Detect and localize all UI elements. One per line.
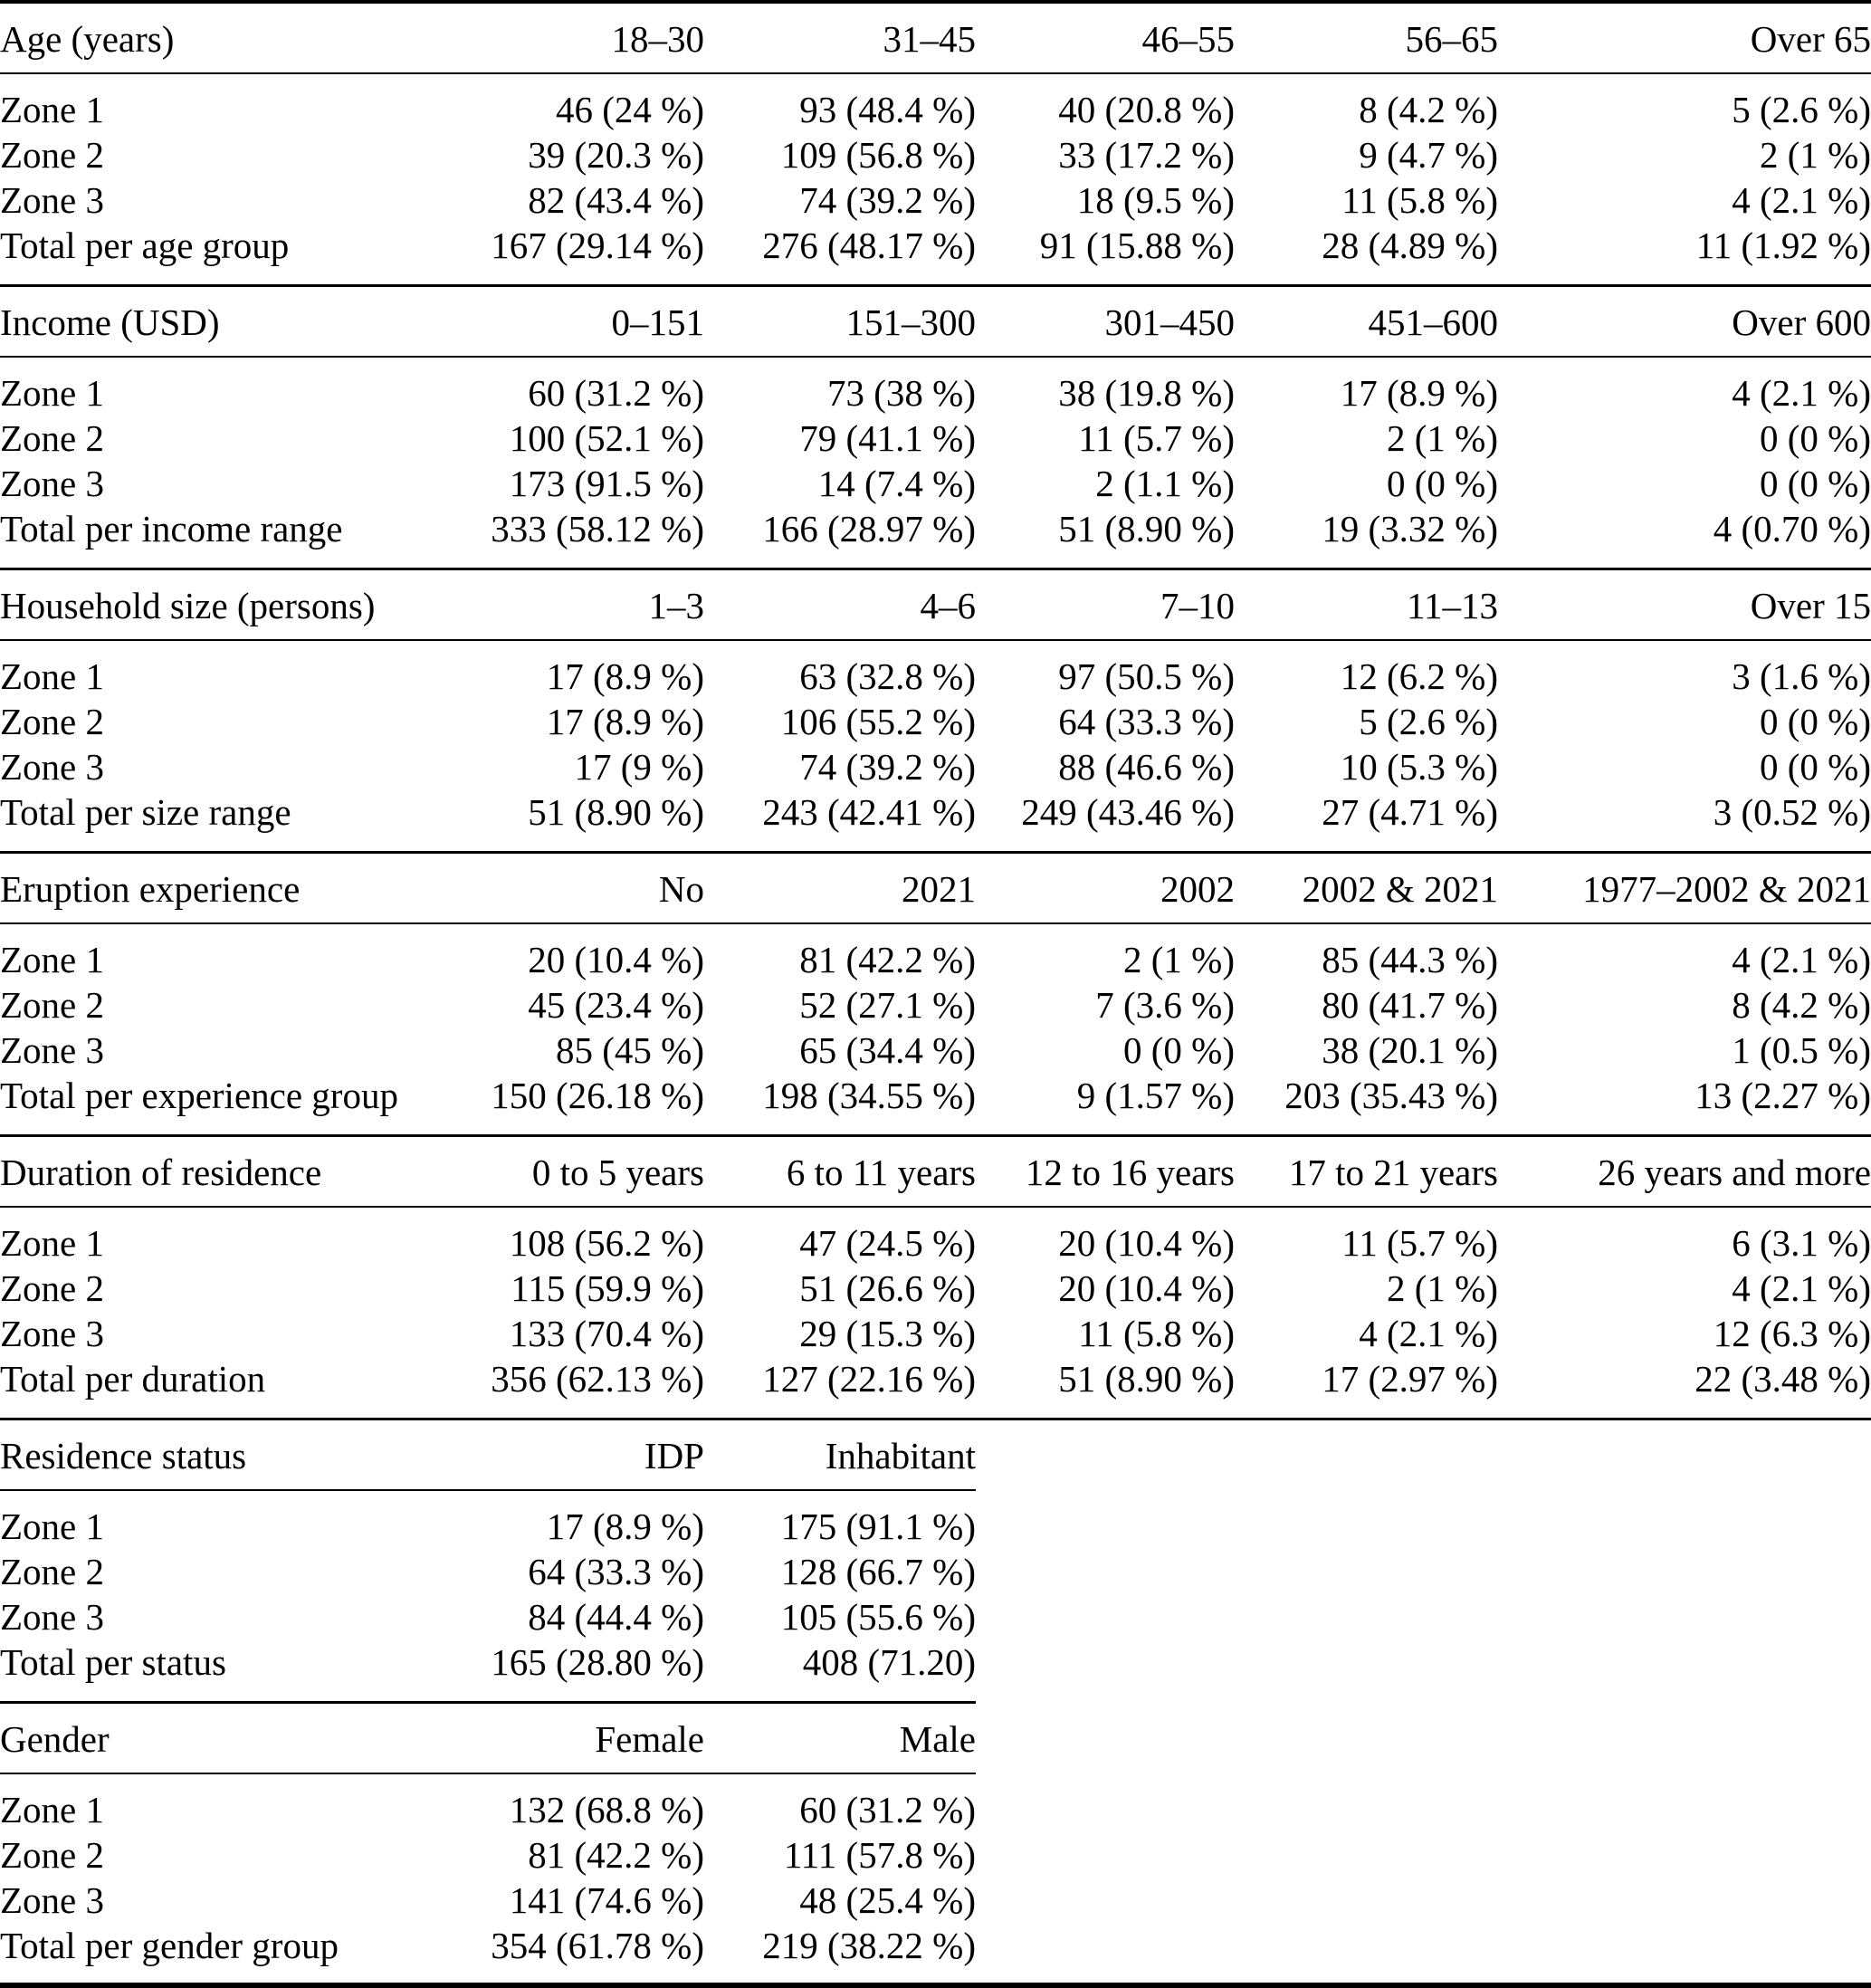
data-cell: 80 (41.7 %) [1322, 984, 1498, 1026]
empty-cell [1235, 1639, 1498, 1703]
table-row [0, 1594, 1871, 1639]
column-header: 0–151 [453, 287, 704, 357]
data-cell: 5 (2.6 %) [1359, 701, 1498, 742]
section-header-label: Residence status [0, 1420, 453, 1490]
section-header-label: Eruption experience [0, 854, 453, 923]
section-household-size [0, 570, 1871, 854]
data-cell: 408 (71.20) [704, 1639, 976, 1703]
row-label: Zone 2 [0, 1834, 104, 1876]
data-cell: 74 (39.2 %) [799, 746, 976, 788]
data-cell: 17 (8.9 %) [546, 655, 704, 697]
data-cell: 115 (59.9 %) [511, 1267, 704, 1309]
data-cell: 38 (19.8 %) [1058, 372, 1235, 414]
table-row [0, 1266, 1871, 1311]
row-label: Total per age group [0, 223, 453, 286]
data-cell: 219 (38.22 %) [762, 1925, 976, 1966]
row-label: Zone 3 [0, 746, 104, 788]
table-row [0, 1549, 1871, 1594]
row-label: Zone 2 [0, 1551, 104, 1592]
column-header: 1–3 [453, 570, 704, 640]
data-cell: 33 (17.2 %) [1058, 134, 1235, 176]
section-header-label: Age (years) [0, 4, 453, 73]
data-cell: 17 (2.97 %) [1235, 1356, 1498, 1419]
empty-cell [1498, 1639, 1871, 1703]
table-row [0, 1832, 1871, 1878]
data-cell: 93 (48.4 %) [799, 89, 976, 130]
table-row [0, 461, 1871, 506]
data-cell: 38 (20.1 %) [1322, 1029, 1498, 1071]
column-header: 2021 [704, 854, 976, 923]
data-cell: 6 (3.1 %) [1732, 1222, 1871, 1264]
data-cell: 4 (0.70 %) [1498, 506, 1871, 569]
empty-cell [1235, 1923, 1498, 1983]
table-row [0, 1311, 1871, 1356]
data-cell: 64 (33.3 %) [1058, 701, 1235, 742]
empty-cell [1235, 1420, 1498, 1490]
section-header-row [0, 1137, 1871, 1207]
data-cell: 20 (10.4 %) [528, 939, 704, 980]
table-row [0, 1878, 1871, 1923]
row-label: Zone 1 [0, 1789, 104, 1830]
data-cell: 8 (4.2 %) [1732, 984, 1871, 1026]
data-cell: 13 (2.27 %) [1498, 1073, 1871, 1136]
empty-cell [1498, 1549, 1871, 1594]
data-cell: 9 (1.57 %) [976, 1073, 1235, 1136]
data-cell: 48 (25.4 %) [799, 1879, 976, 1921]
data-cell: 11 (5.8 %) [1078, 1313, 1235, 1354]
data-cell: 111 (57.8 %) [783, 1834, 976, 1876]
column-header: 26 years and more [1498, 1137, 1871, 1207]
empty-cell [1498, 1832, 1871, 1878]
column-header: 1977–2002 & 2021 [1498, 854, 1871, 923]
data-cell: 11 (5.8 %) [1341, 179, 1498, 221]
section-header-row [0, 854, 1871, 923]
row-label: Zone 3 [0, 1029, 104, 1071]
empty-cell [976, 1878, 1235, 1923]
empty-cell [1498, 1420, 1871, 1490]
table-row [0, 640, 1871, 699]
data-cell: 0 (0 %) [1760, 463, 1871, 504]
data-cell: 28 (4.89 %) [1235, 223, 1498, 286]
section-header-row [0, 1704, 1871, 1773]
column-header: Female [453, 1704, 704, 1773]
data-cell: 5 (2.6 %) [1732, 89, 1871, 130]
data-cell: 333 (58.12 %) [453, 506, 704, 569]
table-row [0, 73, 1871, 132]
section-age [0, 4, 1871, 287]
row-label: Zone 1 [0, 89, 104, 130]
table-row [0, 357, 1871, 416]
row-label: Zone 1 [0, 1222, 104, 1264]
column-header: Inhabitant [704, 1420, 976, 1490]
row-label: Zone 3 [0, 463, 104, 504]
section-header-label: Duration of residence [0, 1137, 453, 1207]
table-row [0, 699, 1871, 744]
column-header: 56–65 [1235, 4, 1498, 73]
row-label: Zone 2 [0, 984, 104, 1026]
column-header: 0 to 5 years [453, 1137, 704, 1207]
data-cell: 51 (8.90 %) [976, 506, 1235, 569]
row-label: Total per experience group [0, 1073, 453, 1136]
data-cell: 4 (2.1 %) [1732, 939, 1871, 980]
table-row [0, 1207, 1871, 1266]
data-cell: 100 (52.1 %) [509, 417, 704, 459]
column-header: 7–10 [976, 570, 1235, 640]
column-header: 2002 [976, 854, 1235, 923]
row-label: Zone 2 [0, 701, 104, 742]
empty-cell [1235, 1594, 1498, 1639]
section-header-row [0, 570, 1871, 640]
column-header: 451–600 [1235, 287, 1498, 357]
table-row [0, 1356, 1871, 1419]
data-cell: 51 (8.90 %) [453, 789, 704, 853]
data-cell: 81 (42.2 %) [799, 939, 976, 980]
table-row [0, 1027, 1871, 1073]
data-cell: 12 (6.2 %) [1340, 655, 1498, 697]
row-label: Zone 3 [0, 179, 104, 221]
column-header: Over 600 [1498, 287, 1871, 357]
data-cell: 47 (24.5 %) [799, 1222, 976, 1264]
data-cell: 108 (56.2 %) [509, 1222, 704, 1264]
empty-cell [1235, 1490, 1498, 1549]
column-header: 46–55 [976, 4, 1235, 73]
empty-cell [976, 1773, 1235, 1832]
empty-cell [1498, 1773, 1871, 1832]
data-cell: 4 (2.1 %) [1732, 372, 1871, 414]
data-cell: 165 (28.80 %) [453, 1639, 704, 1703]
data-cell: 11 (5.7 %) [1341, 1222, 1498, 1264]
data-cell: 0 (0 %) [1387, 463, 1498, 504]
empty-cell [976, 1594, 1235, 1639]
table-row [0, 1923, 1871, 1983]
column-header: 6 to 11 years [704, 1137, 976, 1207]
data-cell: 109 (56.8 %) [780, 134, 976, 176]
data-cell: 19 (3.32 %) [1235, 506, 1498, 569]
data-cell: 81 (42.2 %) [528, 1834, 704, 1876]
data-cell: 51 (26.6 %) [799, 1267, 976, 1309]
empty-cell [1498, 1594, 1871, 1639]
data-cell: 4 (2.1 %) [1359, 1313, 1498, 1354]
section-header-label: Household size (persons) [0, 570, 453, 640]
data-cell: 132 (68.8 %) [509, 1789, 704, 1830]
row-label: Zone 2 [0, 134, 104, 176]
data-cell: 17 (8.9 %) [546, 701, 704, 742]
data-cell: 173 (91.5 %) [509, 463, 704, 504]
data-cell: 20 (10.4 %) [1058, 1222, 1235, 1264]
data-cell: 45 (23.4 %) [528, 984, 704, 1026]
data-cell: 91 (15.88 %) [976, 223, 1235, 286]
table-row [0, 1773, 1871, 1832]
data-cell: 0 (0 %) [1123, 1029, 1235, 1071]
empty-cell [1235, 1704, 1498, 1773]
row-label: Zone 1 [0, 372, 104, 414]
data-cell: 9 (4.7 %) [1359, 134, 1498, 176]
data-cell: 18 (9.5 %) [1076, 179, 1235, 221]
data-cell: 8 (4.2 %) [1359, 89, 1498, 130]
column-header: 31–45 [704, 4, 976, 73]
data-cell: 106 (55.2 %) [780, 701, 976, 742]
data-cell: 85 (45 %) [556, 1029, 704, 1071]
row-label: Zone 2 [0, 417, 104, 459]
data-cell: 60 (31.2 %) [528, 372, 704, 414]
data-cell: 249 (43.46 %) [976, 789, 1235, 853]
data-cell: 175 (91.1 %) [780, 1505, 976, 1547]
data-cell: 1 (0.5 %) [1732, 1029, 1871, 1071]
section-eruption-experience [0, 854, 1871, 1137]
empty-cell [976, 1704, 1235, 1773]
row-label: Zone 1 [0, 1505, 104, 1547]
data-cell: 10 (5.3 %) [1340, 746, 1498, 788]
column-header: 11–13 [1235, 570, 1498, 640]
data-cell: 2 (1 %) [1760, 134, 1871, 176]
data-cell: 40 (20.8 %) [1058, 89, 1235, 130]
table-row [0, 416, 1871, 461]
data-cell: 79 (41.1 %) [799, 417, 976, 459]
data-cell: 203 (35.43 %) [1235, 1073, 1498, 1136]
section-duration-of-residence [0, 1137, 1871, 1420]
data-cell: 29 (15.3 %) [799, 1313, 976, 1354]
row-label: Total per duration [0, 1356, 453, 1419]
row-label: Zone 1 [0, 655, 104, 697]
data-cell: 11 (1.92 %) [1498, 223, 1871, 286]
data-cell: 97 (50.5 %) [1058, 655, 1235, 697]
data-cell: 17 (9 %) [574, 746, 704, 788]
table-row [0, 1639, 1871, 1703]
empty-cell [1235, 1878, 1498, 1923]
data-cell: 0 (0 %) [1760, 417, 1871, 459]
section-header-label: Gender [0, 1704, 453, 1773]
table-row [0, 506, 1871, 569]
data-cell: 2 (1 %) [1123, 939, 1235, 980]
data-cell: 14 (7.4 %) [817, 463, 976, 504]
column-header: 18–30 [453, 4, 704, 73]
data-cell: 22 (3.48 %) [1498, 1356, 1871, 1419]
section-header-row [0, 4, 1871, 73]
table-row [0, 1073, 1871, 1136]
empty-cell [1498, 1878, 1871, 1923]
row-label: Total per size range [0, 789, 453, 853]
data-cell: 354 (61.78 %) [491, 1925, 704, 1966]
table-row [0, 789, 1871, 853]
empty-cell [1498, 1490, 1871, 1549]
section-header-row [0, 1420, 1871, 1490]
data-cell: 84 (44.4 %) [528, 1596, 704, 1638]
data-cell: 20 (10.4 %) [1058, 1267, 1235, 1309]
data-cell: 73 (38 %) [827, 372, 976, 414]
data-cell: 74 (39.2 %) [799, 179, 976, 221]
table-row [0, 1490, 1871, 1549]
data-cell: 88 (46.6 %) [1058, 746, 1235, 788]
data-cell: 2 (1.1 %) [1095, 463, 1235, 504]
row-label: Total per status [0, 1639, 453, 1703]
data-cell: 128 (66.7 %) [780, 1551, 976, 1592]
row-label: Zone 1 [0, 939, 104, 980]
data-cell: 60 (31.2 %) [799, 1789, 976, 1830]
data-cell: 127 (22.16 %) [704, 1356, 976, 1419]
data-cell: 63 (32.8 %) [799, 655, 976, 697]
data-cell: 166 (28.97 %) [704, 506, 976, 569]
data-cell: 85 (44.3 %) [1322, 939, 1498, 980]
row-label: Zone 3 [0, 1879, 104, 1921]
column-header: 301–450 [976, 287, 1235, 357]
data-cell: 167 (29.14 %) [453, 223, 704, 286]
data-cell: 4 (2.1 %) [1732, 1267, 1871, 1309]
data-cell: 4 (2.1 %) [1732, 179, 1871, 221]
row-label: Zone 3 [0, 1313, 104, 1354]
empty-cell [976, 1549, 1235, 1594]
data-cell: 17 (8.9 %) [546, 1505, 704, 1547]
data-cell: 2 (1 %) [1387, 1267, 1498, 1309]
empty-cell [976, 1639, 1235, 1703]
row-label: Total per gender group [0, 1925, 339, 1966]
column-header: 4–6 [704, 570, 976, 640]
table-row [0, 223, 1871, 286]
row-label: Zone 2 [0, 1267, 104, 1309]
table-row [0, 923, 1871, 982]
section-header-label: Income (USD) [0, 287, 453, 357]
data-cell: 150 (26.18 %) [453, 1073, 704, 1136]
column-header: 12 to 16 years [976, 1137, 1235, 1207]
data-cell: 39 (20.3 %) [528, 134, 704, 176]
data-cell: 7 (3.6 %) [1095, 984, 1235, 1026]
data-cell: 3 (1.6 %) [1732, 655, 1871, 697]
data-cell: 52 (27.1 %) [799, 984, 976, 1026]
empty-cell [976, 1490, 1235, 1549]
table-row [0, 982, 1871, 1027]
row-label: Total per income range [0, 506, 453, 569]
data-cell: 356 (62.13 %) [453, 1356, 704, 1419]
column-header: Male [704, 1704, 976, 1773]
empty-cell [1235, 1549, 1498, 1594]
data-cell: 3 (0.52 %) [1498, 789, 1871, 853]
empty-cell [1235, 1832, 1498, 1878]
table-row [0, 177, 1871, 223]
section-residence-status [0, 1420, 1871, 1704]
column-header: 2002 & 2021 [1235, 854, 1498, 923]
data-cell: 27 (4.71 %) [1235, 789, 1498, 853]
row-label: Zone 3 [0, 1596, 104, 1638]
empty-cell [976, 1923, 1235, 1983]
column-header: No [453, 854, 704, 923]
column-header: IDP [453, 1420, 704, 1490]
data-cell: 64 (33.3 %) [528, 1551, 704, 1592]
data-cell: 17 (8.9 %) [1340, 372, 1498, 414]
column-header: Over 15 [1498, 570, 1871, 640]
empty-cell [1235, 1773, 1498, 1832]
data-cell: 2 (1 %) [1387, 417, 1498, 459]
data-cell: 198 (34.55 %) [704, 1073, 976, 1136]
column-header: 17 to 21 years [1235, 1137, 1498, 1207]
empty-cell [1498, 1923, 1871, 1983]
data-cell: 276 (48.17 %) [704, 223, 976, 286]
data-cell: 0 (0 %) [1760, 746, 1871, 788]
section-header-row [0, 287, 1871, 357]
empty-cell [1498, 1704, 1871, 1773]
data-cell: 12 (6.3 %) [1713, 1313, 1871, 1354]
data-cell: 141 (74.6 %) [509, 1879, 704, 1921]
data-cell: 133 (70.4 %) [509, 1313, 704, 1354]
data-cell: 243 (42.41 %) [704, 789, 976, 853]
empty-cell [976, 1420, 1235, 1490]
section-income [0, 287, 1871, 570]
data-cell: 0 (0 %) [1760, 701, 1871, 742]
table-row [0, 132, 1871, 177]
data-cell: 105 (55.6 %) [780, 1596, 976, 1638]
table-row [0, 744, 1871, 789]
empty-cell [976, 1832, 1235, 1878]
data-cell: 82 (43.4 %) [528, 179, 704, 221]
column-header: Over 65 [1498, 4, 1871, 73]
column-header: 151–300 [704, 287, 976, 357]
data-cell: 51 (8.90 %) [976, 1356, 1235, 1419]
data-cell: 46 (24 %) [556, 89, 704, 130]
data-cell: 11 (5.7 %) [1078, 417, 1235, 459]
section-gender [0, 1704, 1871, 1983]
data-cell: 65 (34.4 %) [799, 1029, 976, 1071]
